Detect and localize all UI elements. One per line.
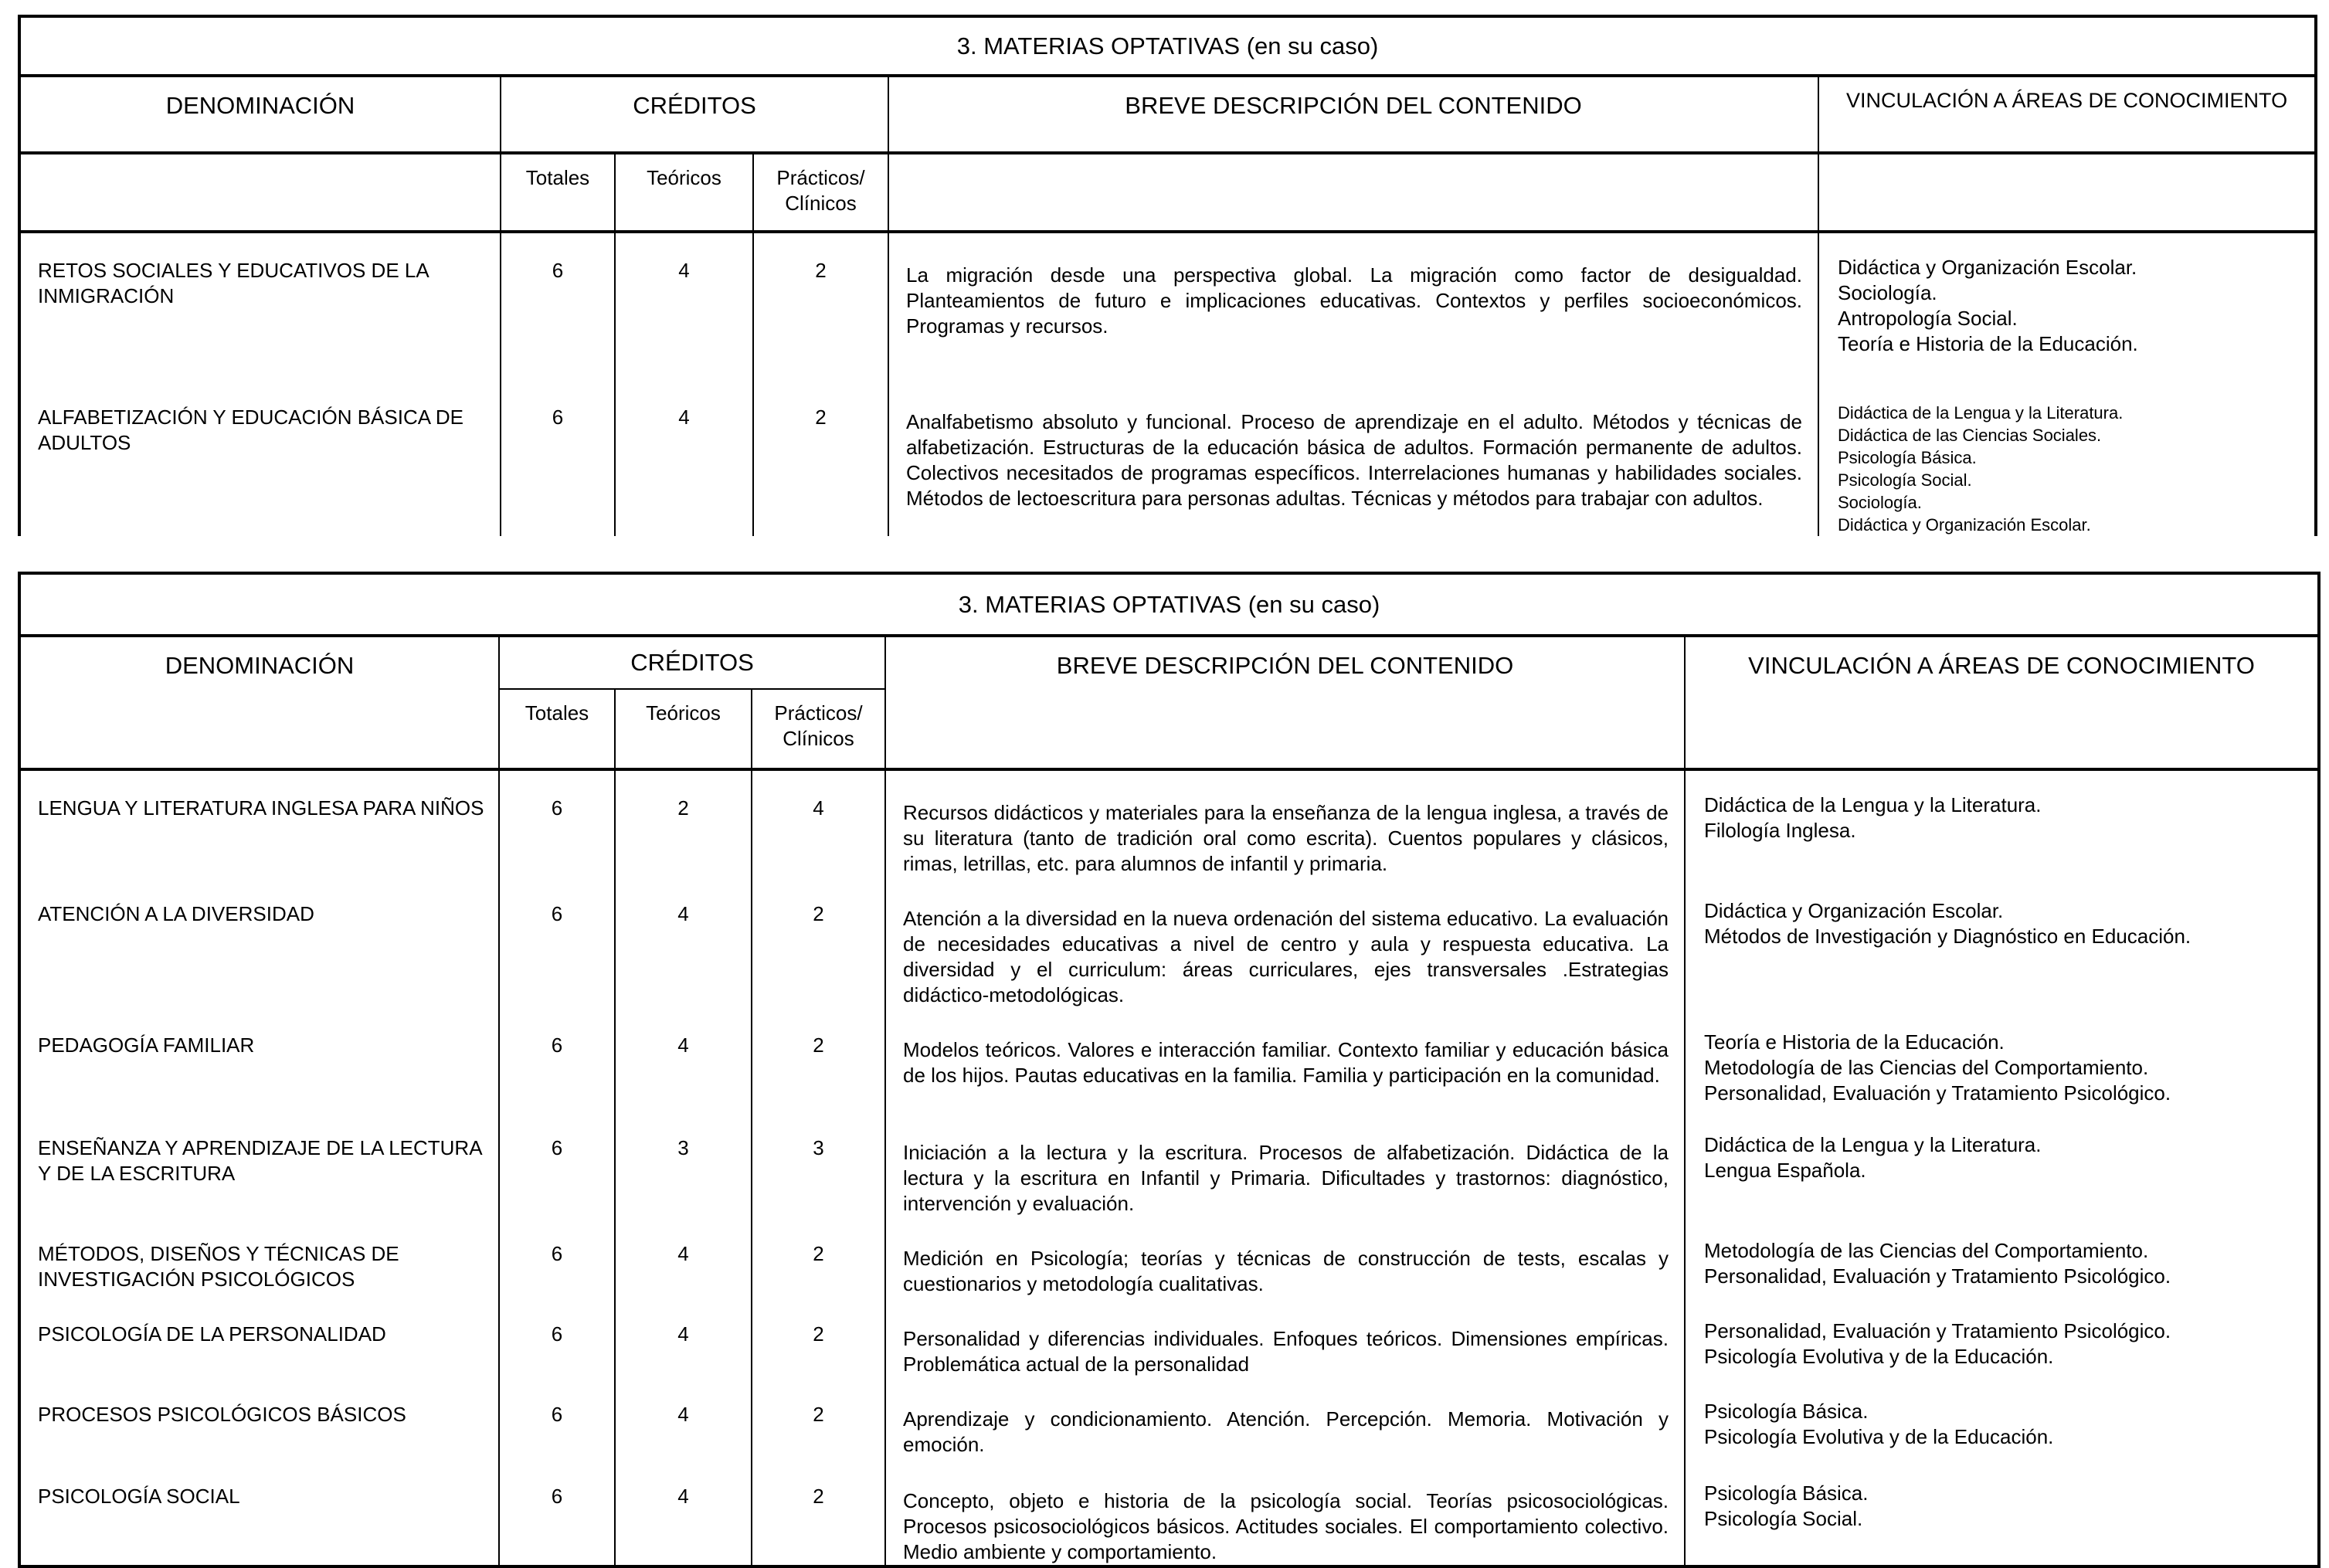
table-title: 3. MATERIAS OPTATIVAS (en su caso) (19, 573, 2319, 636)
knowledge-area-item: Psicología Evolutiva y de la Educación. (1704, 1345, 2054, 1368)
knowledge-area-item: Didáctica y Organización Escolar. (1838, 515, 2091, 535)
credits-practicos: 2 (753, 380, 888, 536)
knowledge-areas (1685, 1377, 2319, 1459)
knowledge-areas (1685, 1111, 2319, 1217)
knowledge-areas (1818, 232, 2316, 380)
knowledge-area-item: Psicología Básica. (1704, 1400, 1869, 1423)
knowledge-areas (1685, 1459, 2319, 1566)
knowledge-area-item: Metodología de las Ciencias del Comportamiento. (1704, 1056, 2149, 1079)
knowledge-area-item: Teoría e Historia de la Educación. (1704, 1030, 2005, 1054)
credits-teoricos: 4 (615, 877, 752, 1008)
credits-totales: 6 (499, 769, 615, 877)
subject-description: Concepto, objeto e historia de la psicología social. Teorías psicosociológicas. Procesos psicosociológicos básicos. Actitudes sociales. El comportamiento colectivo. Medio ambiente y comportamiento. (885, 1459, 1685, 1566)
header-creditos: CRÉDITOS (501, 76, 888, 153)
subject-description: Analfabetismo absoluto y funcional. Proceso de aprendizaje en el adulto. Métodos y técnicas de alfabetización. Estructuras de la educación básica de adultos. Formación permanente de adultos. Colectivos necesitados de programas específicos. Interrelaciones humanas y habilidades sociales. Métodos de lectoescritura para personas adultas. Técnicas y métodos para trabajar con adultos. (888, 380, 1818, 536)
credits-teoricos: 4 (615, 1459, 752, 1566)
credits-teoricos: 4 (615, 1297, 752, 1377)
subject-description: Recursos didácticos y materiales para la enseñanza de la lengua inglesa, a través de su literatura (tanto de tradición oral como escrita). Cuentos populares y clásicos, rimas, letrillas, etc. para alumnos de infantil y primaria. (885, 769, 1685, 877)
header-denominacion: DENOMINACIÓN (19, 76, 501, 153)
table-row (19, 1459, 2319, 1566)
subheader-practicos: Prácticos/ Clínicos (752, 689, 885, 769)
knowledge-area-item: Personalidad, Evaluación y Tratamiento Psicológico. (1704, 1264, 2171, 1288)
credits-teoricos: 4 (615, 380, 753, 536)
header-vinculacion: VINCULACIÓN A ÁREAS DE CONOCIMIENTO (1818, 76, 2316, 153)
knowledge-area-item: Didáctica de la Lengua y la Literatura. (1704, 1133, 2042, 1156)
credits-teoricos: 4 (615, 1217, 752, 1297)
subject-description: Atención a la diversidad en la nueva ordenación del sistema educativo. La evaluación de necesidades educativas a nivel de centro y aula y respuesta educativa. La diversidad y el curriculum: áreas curriculares, ejes transversales .Estrategias didáctico-metodológicas. (885, 877, 1685, 1008)
knowledge-area-item: Psicología Evolutiva y de la Educación. (1704, 1425, 2054, 1448)
knowledge-area-item: Antropología Social. (1838, 307, 2018, 330)
subheader-teoricos: Teóricos (615, 689, 752, 769)
subject-name: PROCESOS PSICOLÓGICOS BÁSICOS (19, 1377, 499, 1459)
credits-totales: 6 (499, 1008, 615, 1111)
credits-practicos: 2 (752, 877, 885, 1008)
subject-name: ALFABETIZACIÓN Y EDUCACIÓN BÁSICA DE ADULTOS (19, 380, 501, 536)
credits-practicos: 4 (752, 769, 885, 877)
knowledge-area-item: Didáctica de la Lengua y la Literatura. (1838, 403, 2124, 423)
knowledge-area-item: Psicología Social. (1838, 470, 1972, 490)
subheader-practicos: Prácticos/ Clínicos (753, 153, 888, 232)
subject-description: La migración desde una perspectiva global. La migración como factor de desigualdad. Planteamientos de futuro e implicaciones educativas. Contextos y perfiles socioeconómicos. Programas y recursos. (888, 232, 1818, 380)
subject-description: Medición en Psicología; teorías y técnicas de construcción de tests, escalas y cuestionarios y metodología cualitativas. (885, 1217, 1685, 1297)
subject-description: Personalidad y diferencias individuales. Enfoques teóricos. Dimensiones empíricas. Problemática actual de la personalidad (885, 1297, 1685, 1377)
subject-name: RETOS SOCIALES Y EDUCATIVOS DE LA INMIGRACIÓN (19, 232, 501, 380)
subheader-totales: Totales (499, 689, 615, 769)
subject-description: Iniciación a la lectura y la escritura. Procesos de alfabetización. Didáctica de la lectura y la escritura en Infantil y Primaria. Dificultades y trastornos: diagnóstico, intervención y evaluación. (885, 1111, 1685, 1217)
table-row (19, 1377, 2319, 1459)
subheader-empty (888, 153, 1818, 232)
knowledge-area-item: Lengua Española. (1704, 1159, 1866, 1182)
credits-totales: 6 (501, 232, 615, 380)
knowledge-area-item: Personalidad, Evaluación y Tratamiento Psicológico. (1704, 1319, 2171, 1342)
knowledge-area-item: Sociología. (1838, 493, 1922, 512)
credits-practicos: 2 (752, 1217, 885, 1297)
credits-teoricos: 3 (615, 1111, 752, 1217)
table-row (19, 1111, 2319, 1217)
subject-name: LENGUA Y LITERATURA INGLESA PARA NIÑOS (19, 769, 499, 877)
subheader-totales: Totales (501, 153, 615, 232)
knowledge-areas (1818, 380, 2316, 536)
knowledge-area-item: Teoría e Historia de la Educación. (1838, 332, 2138, 355)
table-row (19, 1008, 2319, 1111)
subheader-teoricos: Teóricos (615, 153, 753, 232)
knowledge-areas (1685, 1008, 2319, 1111)
subject-name: PSICOLOGÍA DE LA PERSONALIDAD (19, 1297, 499, 1377)
credits-totales: 6 (499, 1377, 615, 1459)
table-row (19, 232, 2316, 380)
credits-totales: 6 (499, 1111, 615, 1217)
knowledge-area-item: Metodología de las Ciencias del Comportamiento. (1704, 1239, 2149, 1262)
header-creditos: CRÉDITOS (499, 636, 885, 689)
table-row (19, 380, 2316, 536)
credits-totales: 6 (499, 1459, 615, 1566)
subject-name: ENSEÑANZA Y APRENDIZAJE DE LA LECTURA Y DE LA ESCRITURA (19, 1111, 499, 1217)
table-row (19, 877, 2319, 1008)
credits-practicos: 2 (752, 1459, 885, 1566)
optional-subjects-table-2 (18, 572, 2321, 1568)
credits-totales: 6 (499, 1297, 615, 1377)
credits-totales: 6 (499, 877, 615, 1008)
table-row (19, 1217, 2319, 1297)
subject-name: PEDAGOGÍA FAMILIAR (19, 1008, 499, 1111)
knowledge-area-item: Psicología Básica. (1838, 448, 1977, 467)
subheader-empty (1818, 153, 2316, 232)
knowledge-areas (1685, 1217, 2319, 1297)
knowledge-area-item: Métodos de Investigación y Diagnóstico en Educación. (1704, 925, 2192, 948)
header-descripcion: BREVE DESCRIPCIÓN DEL CONTENIDO (888, 76, 1818, 153)
optional-subjects-table-1 (18, 15, 2317, 536)
subject-name: ATENCIÓN A LA DIVERSIDAD (19, 877, 499, 1008)
knowledge-area-item: Didáctica y Organización Escolar. (1704, 899, 2004, 922)
credits-totales: 6 (501, 380, 615, 536)
knowledge-areas (1685, 769, 2319, 877)
credits-practicos: 2 (752, 1008, 885, 1111)
credits-practicos: 2 (753, 232, 888, 380)
table-row (19, 1297, 2319, 1377)
knowledge-area-item: Didáctica y Organización Escolar. (1838, 256, 2137, 279)
subject-name: MÉTODOS, DISEÑOS Y TÉCNICAS DE INVESTIGACIÓN PSICOLÓGICOS (19, 1217, 499, 1297)
knowledge-area-item: Didáctica de la Lengua y la Literatura. (1704, 793, 2042, 816)
knowledge-area-item: Didáctica de las Ciencias Sociales. (1838, 426, 2102, 445)
header-descripcion: BREVE DESCRIPCIÓN DEL CONTENIDO (885, 636, 1685, 769)
knowledge-areas (1685, 1297, 2319, 1377)
knowledge-area-item: Filología Inglesa. (1704, 819, 1856, 842)
credits-teoricos: 4 (615, 1377, 752, 1459)
credits-teoricos: 2 (615, 769, 752, 877)
header-denominacion: DENOMINACIÓN (19, 636, 499, 769)
credits-teoricos: 4 (615, 1008, 752, 1111)
subject-description: Modelos teóricos. Valores e interacción familiar. Contexto familiar y educación básica de los hijos. Pautas educativas en la familia. Familia y participación en la comunidad. (885, 1008, 1685, 1111)
subject-name: PSICOLOGÍA SOCIAL (19, 1459, 499, 1566)
credits-practicos: 2 (752, 1377, 885, 1459)
credits-teoricos: 4 (615, 232, 753, 380)
subheader-empty (19, 153, 501, 232)
credits-totales: 6 (499, 1217, 615, 1297)
knowledge-area-item: Sociología. (1838, 281, 1937, 304)
credits-practicos: 3 (752, 1111, 885, 1217)
knowledge-area-item: Psicología Social. (1704, 1507, 1863, 1530)
subject-description: Aprendizaje y condicionamiento. Atención. Percepción. Memoria. Motivación y emoción. (885, 1377, 1685, 1459)
table-title: 3. MATERIAS OPTATIVAS (en su caso) (19, 16, 2316, 76)
table-row (19, 769, 2319, 877)
knowledge-area-item: Personalidad, Evaluación y Tratamiento Psicológico. (1704, 1081, 2171, 1105)
header-vinculacion: VINCULACIÓN A ÁREAS DE CONOCIMIENTO (1685, 636, 2319, 769)
knowledge-areas (1685, 877, 2319, 1008)
credits-practicos: 2 (752, 1297, 885, 1377)
knowledge-area-item: Psicología Básica. (1704, 1481, 1869, 1505)
